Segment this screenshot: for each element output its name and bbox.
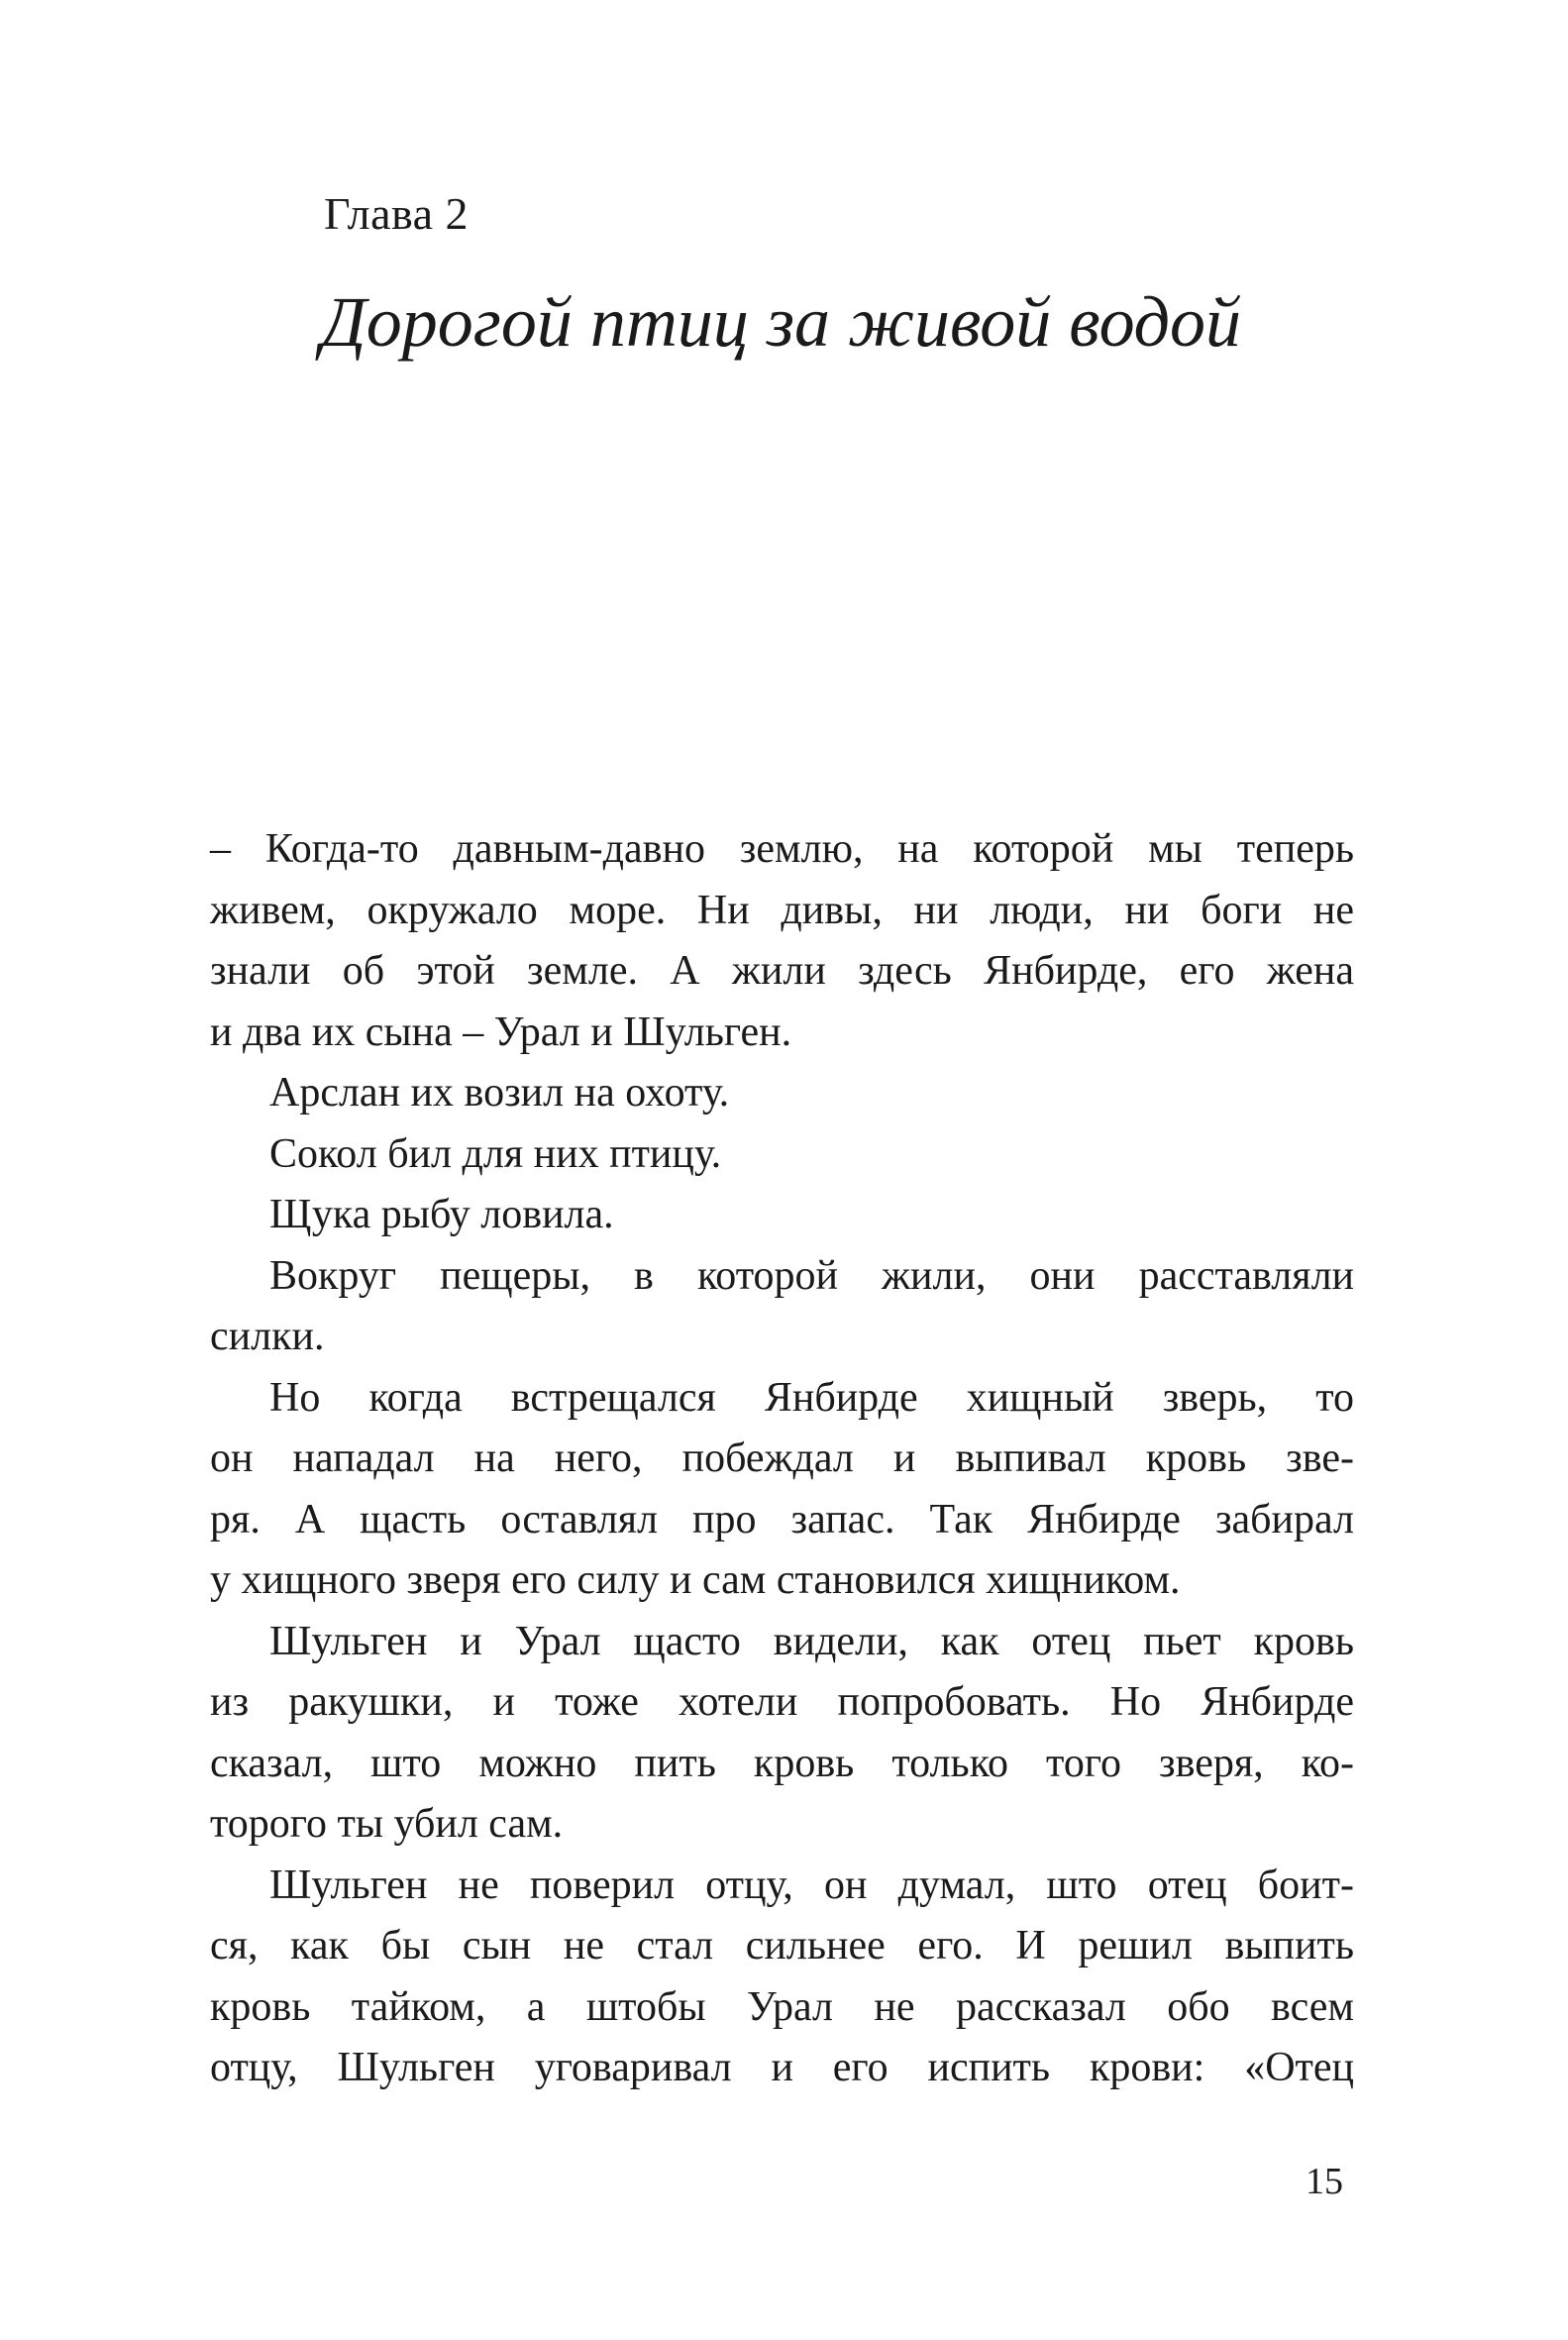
text-line: Шульген и Урал щасто видели, как отец пьет кровь	[269, 1618, 1354, 1664]
text-line: из ракушки, и тоже хотели попробовать. Но Янбирде	[210, 1679, 1354, 1725]
text-line: Сокол бил для них птицу.	[269, 1130, 722, 1177]
text-line: Вокруг пещеры, в которой жили, они расставляли	[269, 1252, 1354, 1299]
text-line: знали об этой земле. А жили здесь Янбирде, его жена	[210, 948, 1354, 994]
page-number: 15	[1306, 2161, 1343, 2202]
text-line: Арслан их возил на охоту.	[269, 1070, 730, 1116]
text-line: у хищного зверя его силу и сам становился хищником.	[210, 1557, 1181, 1603]
chapter-title: Дорогой птиц за живой водой	[321, 282, 1242, 362]
text-line: живем, окружало море. Ни дивы, ни люди, ни боги не	[210, 887, 1354, 933]
body-text	[210, 819, 1354, 2099]
text-line: ря. А щасть оставлял про запас. Так Янбирде забирал	[210, 1496, 1354, 1542]
text-line: ся, как бы сын не стал сильнее его. И решил выпить	[210, 1923, 1354, 1968]
text-line: он нападал на него, побеждал и выпивал кровь зве-	[210, 1436, 1354, 1481]
text-line: торого ты убил сам.	[210, 1801, 564, 1847]
chapter-label: Глава 2	[324, 188, 470, 239]
text-line: – Когда-то давным-давно землю, на которой мы теперь	[210, 826, 1354, 872]
text-line: Но когда встрещался Янбирде хищный зверь, то	[269, 1374, 1354, 1421]
text-line: и два их сына – Урал и Шульген.	[210, 1009, 792, 1055]
text-line: Щука рыбу ловила.	[269, 1192, 614, 1237]
text-line: сказал, што можно пить кровь только того зверя, ко-	[210, 1740, 1354, 1786]
text-line: отцу, Шульген уговаривал и его испить крови: «Отец	[210, 2045, 1354, 2090]
text-line: силки.	[210, 1314, 325, 1359]
text-line: кровь тайком, а штобы Урал не рассказал обо всем	[210, 1983, 1354, 2030]
text-line: Шульген не поверил отцу, он думал, што отец боит-	[269, 1861, 1354, 1908]
